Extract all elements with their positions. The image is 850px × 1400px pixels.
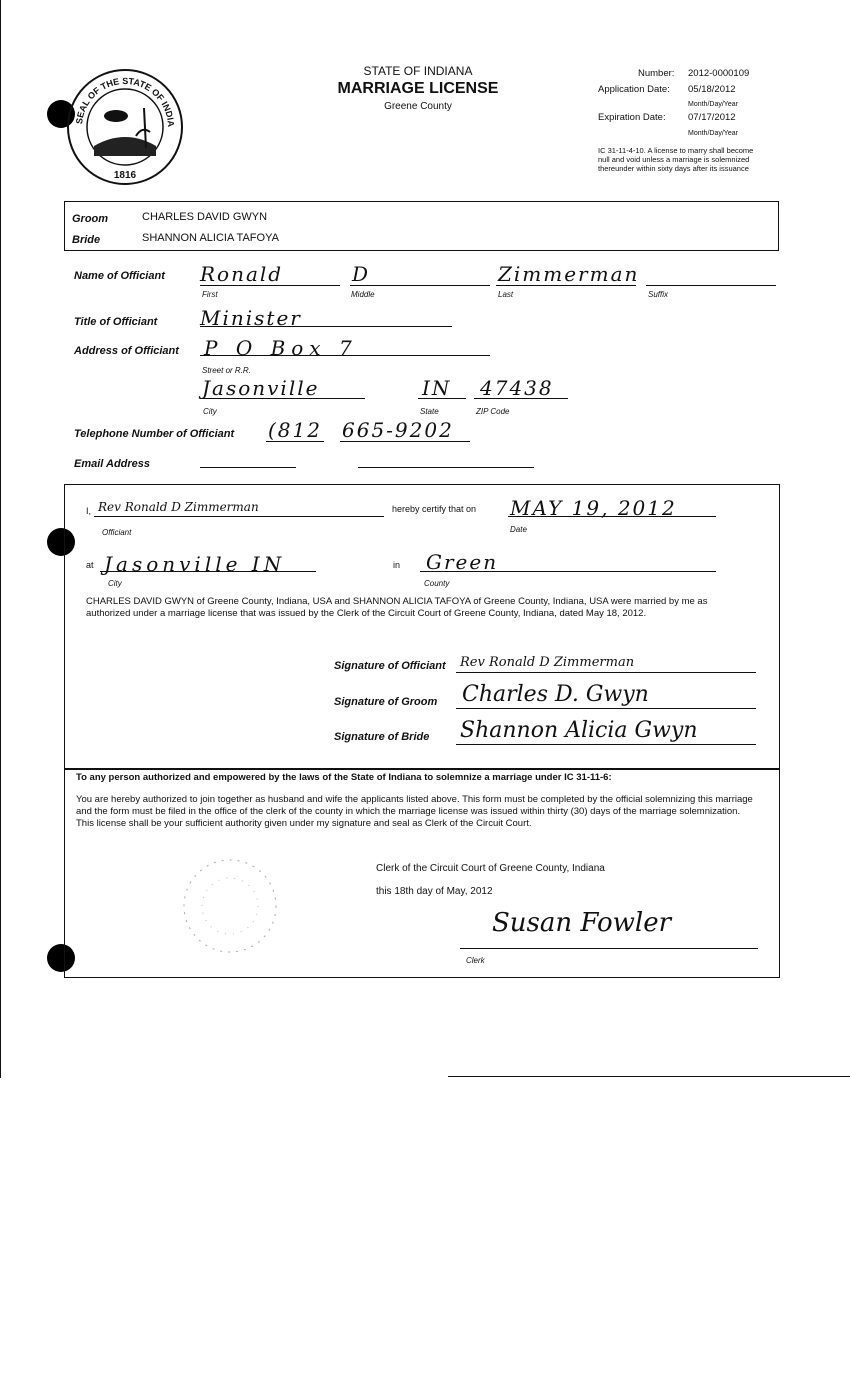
application-date: 05/18/2012 (688, 84, 736, 95)
officiant-last-name: Zimmerman (498, 262, 640, 286)
clerk-signature: Susan Fowler (492, 908, 672, 938)
officiant-title-label: Title of Officiant (74, 316, 158, 328)
document-title: MARRIAGE LICENSE (337, 80, 499, 97)
marriage-statement: CHARLES DAVID GWYN of Greene County, Indiana, USA and SHANNON ALICIA TAFOYA of Greene County, Indiana, USA were married by me as authorized under a marriage license that was issued by the Clerk of the Circuit Court of Greene County, Indiana, dated May 18, 2012. (86, 596, 708, 619)
officiant-state: IN (422, 376, 452, 400)
in-text: in (393, 560, 401, 570)
bride-signature-label: Signature of Bride (334, 731, 430, 743)
middle-caption: Middle (351, 290, 375, 299)
officiant-name-label: Name of Officiant (74, 270, 165, 282)
officiant-caption: Officiant (102, 528, 132, 537)
state-seal (66, 68, 184, 186)
bride-name: SHANNON ALICIA TAFOYA (142, 232, 279, 244)
bride-signature: Shannon Alicia Gwyn (460, 718, 698, 743)
expiration-date: 07/17/2012 (688, 112, 736, 123)
officiant-signature-label: Signature of Officiant (334, 660, 446, 672)
i-text: I, (86, 506, 92, 516)
street-caption: Street or R.R. (202, 366, 251, 375)
officiant-phone-label: Telephone Number of Officiant (74, 428, 235, 440)
officiant-title: Minister (200, 306, 302, 330)
clerk-of-court: Clerk of the Circuit Court of Greene County, Indiana (376, 863, 605, 874)
date-format-caption: Month/Day/Year (688, 130, 738, 137)
groom-label: Groom (72, 213, 109, 225)
city-caption: City (203, 407, 217, 416)
last-caption: Last (498, 290, 514, 299)
officiant-street: P O Box 7 (204, 336, 358, 360)
at-text: at (86, 560, 94, 570)
authorization-heading: To any person authorized and empowered by the laws of the State of Indiana to solemnize a marriage under IC 31-11-6: (76, 772, 612, 783)
date-caption: Date (510, 525, 527, 534)
officiant-phone-number: 665-9202 (342, 418, 454, 442)
license-number: 2012-0000109 (688, 68, 750, 79)
officiant-address-label: Address of Officiant (74, 345, 179, 357)
issue-day-text: this 18th day of May, 2012 (376, 886, 493, 897)
officiant-signature-line: Rev Ronald D Zimmerman (98, 500, 259, 514)
marriage-date: MAY 19, 2012 (510, 496, 677, 520)
date-format-caption: Month/Day/Year (688, 101, 738, 108)
marriage-county: Green (426, 550, 499, 574)
officiant-signature: Rev Ronald D Zimmerman (460, 655, 635, 670)
clerk-caption: Clerk (466, 956, 485, 965)
scan-bottom-line (448, 1076, 850, 1077)
marriage-city: Jasonville IN (104, 552, 286, 576)
officiant-phone-area: (812 (268, 418, 322, 442)
authorization-body: You are hereby authorized to join together as husband and wife the applicants listed above. This form must be completed by the official solemnizing this marriage and the form must be filed in the office of the clerk of the county in which the marriage license was issued within thirty (30) days of the marriage solemnization. This license shall be your sufficient authority given under my signature and seal as Clerk of the Circuit Court. (76, 794, 753, 829)
expiration-date-label: Expiration Date: (598, 112, 666, 123)
officiant-city: Jasonville (202, 376, 320, 400)
zip-caption: ZIP Code (476, 407, 510, 416)
officiant-zip: 47438 (480, 376, 554, 400)
certify-text: hereby certify that on (392, 504, 477, 514)
officiant-first-name: Ronald (200, 262, 284, 286)
groom-signature: Charles D. Gwyn (462, 682, 649, 707)
state-heading: STATE OF INDIANA (363, 64, 473, 78)
state-caption: State (420, 407, 439, 416)
validity-notice: IC 31-11-4-10. A license to marry shall become null and void unless a marriage is solemnized thereunder within sixty days after its issuance (598, 146, 754, 173)
groom-name: CHARLES DAVID GWYN (142, 211, 268, 223)
first-caption: First (202, 290, 218, 299)
seal-year: 1816 (113, 170, 137, 181)
bride-label: Bride (72, 234, 101, 246)
application-date-label: Application Date: (598, 84, 670, 95)
groom-signature-label: Signature of Groom (334, 696, 438, 708)
city-caption: City (108, 579, 122, 588)
county-heading: Greene County (384, 101, 452, 112)
suffix-caption: Suffix (648, 290, 669, 299)
number-label: Number: (638, 68, 675, 79)
officiant-middle-name: D (352, 262, 371, 286)
county-caption: County (424, 579, 450, 588)
seal-text: SEAL OF THE STATE OF INDIA (74, 75, 177, 128)
email-label: Email Address (74, 458, 151, 470)
scan-edge-line (0, 0, 1, 1078)
clerk-embossed-seal (130, 856, 330, 956)
